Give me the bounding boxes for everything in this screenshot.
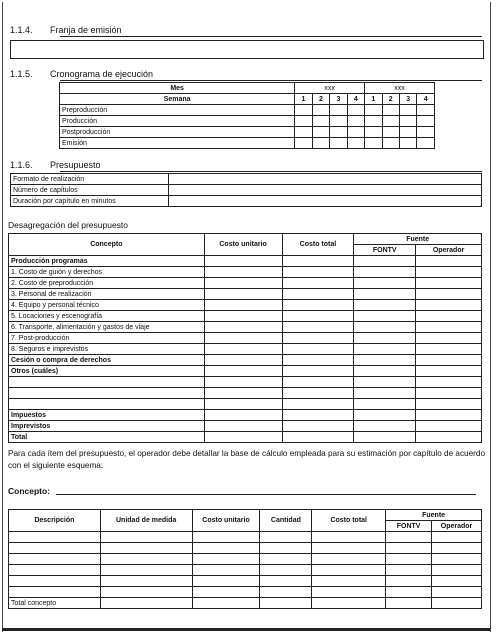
budget-concept [9,388,205,399]
budget-row [9,333,482,344]
budget-row [9,366,482,377]
concepto-label: Concepto: [8,486,51,496]
header-costo-unitario: Costo unitario [204,234,282,256]
budget-value-cell[interactable] [204,300,282,311]
budget-row [9,278,482,289]
budget-value-cell[interactable] [282,388,354,399]
budget-value-cell[interactable] [204,256,282,267]
budget-value-cell[interactable] [416,377,482,388]
detail-cell[interactable] [432,565,482,576]
presupuesto-label: Duración por capítulo en minutos [11,196,169,207]
section-1-1-5-heading: 1.1.5. Cronograma de ejecución [10,69,154,79]
week-cell: 1 [365,94,382,105]
budget-value-cell[interactable] [416,256,482,267]
budget-value-cell[interactable] [282,410,354,421]
budget-value-cell[interactable] [354,399,416,410]
detail-cell[interactable] [100,598,192,609]
detail-cell[interactable] [260,532,312,543]
week-cell: 4 [347,94,364,105]
header-descripcion: Descripción [9,510,101,532]
budget-value-cell[interactable] [204,322,282,333]
budget-concept: Cesión o compra de derechos [9,355,205,366]
budget-value-cell[interactable] [416,300,482,311]
budget-value-cell[interactable] [204,278,282,289]
cronograma-table [59,82,435,149]
detail-cell[interactable] [260,565,312,576]
budget-value-cell[interactable] [354,289,416,300]
budget-row [9,289,482,300]
budget-row [9,300,482,311]
detail-cell[interactable] [192,587,260,598]
detail-cell[interactable] [100,543,192,554]
header-operador: Operador [432,521,482,532]
page-bottom-border [2,628,490,631]
cronograma-row [60,105,435,116]
franja-emision-field[interactable] [10,40,484,59]
budget-value-cell[interactable] [282,278,354,289]
week-cell: 1 [295,94,312,105]
budget-value-cell[interactable] [204,388,282,399]
detail-cell[interactable] [260,543,312,554]
budget-value-cell[interactable] [282,300,354,311]
budget-concept: Total [9,432,205,443]
phase-label: Producción [60,116,295,127]
budget-concept [9,377,205,388]
budget-value-cell[interactable] [416,344,482,355]
detail-cell[interactable] [312,543,386,554]
budget-value-cell[interactable] [282,267,354,278]
budget-value-cell[interactable] [416,432,482,443]
detail-cell[interactable] [432,576,482,587]
detail-cell[interactable] [260,598,312,609]
detail-cell[interactable] [432,532,482,543]
budget-value-cell[interactable] [204,432,282,443]
detail-row [9,543,482,554]
detail-cell[interactable] [100,554,192,565]
budget-concept: Imprevistos [9,421,205,432]
heading-underline [60,80,482,81]
detail-cell[interactable] [260,587,312,598]
detail-cell[interactable] [432,543,482,554]
presupuesto-label: Formato de realización [11,174,169,185]
detail-cell[interactable] [312,576,386,587]
cronograma-row [60,127,435,138]
header-fontv: FONTV [386,521,432,532]
budget-value-cell[interactable] [354,344,416,355]
budget-value-cell[interactable] [354,256,416,267]
budget-value-cell[interactable] [204,333,282,344]
budget-value-cell[interactable] [354,421,416,432]
budget-value-cell[interactable] [416,410,482,421]
section-1-1-6-heading: 1.1.6. Presupuesto [10,160,101,170]
detail-row [9,587,482,598]
detail-cell[interactable] [312,554,386,565]
mes-label: Mes [60,83,295,94]
budget-concept: 8. Seguros e imprevistos [9,344,205,355]
budget-value-cell[interactable] [282,366,354,377]
budget-row [9,421,482,432]
budget-row [9,322,482,333]
detail-cell[interactable] [386,543,432,554]
detail-cell[interactable] [100,565,192,576]
detail-cell[interactable] [192,576,260,587]
budget-row [9,311,482,322]
detail-cell[interactable] [9,587,101,598]
budget-row [9,355,482,366]
detail-row [9,576,482,587]
detail-cell[interactable] [192,554,260,565]
budget-row [9,388,482,399]
budget-value-cell[interactable] [204,377,282,388]
budget-value-cell[interactable] [416,333,482,344]
budget-value-cell[interactable] [204,267,282,278]
budget-concept: 3. Personal de realización [9,289,205,300]
desagregacion-table [8,233,482,443]
budget-value-cell[interactable] [282,432,354,443]
budget-value-cell[interactable] [416,421,482,432]
detail-cell[interactable] [192,565,260,576]
header-fuente: Fuente [386,510,482,521]
detail-row [9,554,482,565]
detail-cell[interactable] [312,598,386,609]
header-costo-unitario: Costo unitario [192,510,260,532]
detail-cell[interactable] [100,576,192,587]
detail-cell[interactable] [432,554,482,565]
detail-cell[interactable] [386,598,432,609]
header-cantidad: Cantidad [260,510,312,532]
budget-concept: 1. Costo de guión y derechos [9,267,205,278]
budget-concept [9,399,205,410]
budget-concept: 4. Equipo y personal técnico [9,300,205,311]
budget-value-cell[interactable] [354,311,416,322]
budget-row [9,344,482,355]
detail-cell[interactable] [9,565,101,576]
budget-concept: Producción programas [9,256,205,267]
budget-value-cell[interactable] [204,366,282,377]
week-cell: 2 [382,94,399,105]
detail-cell[interactable] [432,587,482,598]
phase-label: Emisión [60,138,295,149]
detail-cell[interactable] [192,598,260,609]
budget-value-cell[interactable] [282,256,354,267]
week-cell: 4 [417,94,435,105]
budget-value-cell[interactable] [354,366,416,377]
header-operador: Operador [416,245,482,256]
budget-value-cell[interactable] [354,377,416,388]
cronograma-row [60,116,435,127]
budget-value-cell[interactable] [354,388,416,399]
phase-label: Postproducción [60,127,295,138]
detail-cell[interactable] [9,532,101,543]
desagregacion-title: Desagregación del presupuesto [8,220,129,230]
presupuesto-value[interactable] [169,174,482,185]
detail-cell[interactable] [312,532,386,543]
heading-underline [60,36,482,37]
presupuesto-label: Número de capítulos [11,185,169,196]
budget-value-cell[interactable] [354,432,416,443]
header-unidad: Unidad de medida [100,510,192,532]
budget-value-cell[interactable] [416,388,482,399]
week-cell: 3 [330,94,347,105]
budget-value-cell[interactable] [354,267,416,278]
budget-concept: 5. Locaciones y escenografía [9,311,205,322]
budget-value-cell[interactable] [204,399,282,410]
budget-concept: Impuestos [9,410,205,421]
budget-value-cell[interactable] [282,333,354,344]
presupuesto-value[interactable] [169,196,482,207]
budget-value-cell[interactable] [282,377,354,388]
semana-label: Semana [60,94,295,105]
budget-value-cell[interactable] [282,322,354,333]
week-cell: 2 [312,94,329,105]
detail-cell[interactable] [386,565,432,576]
budget-value-cell[interactable] [416,399,482,410]
detalle-table [8,509,482,609]
budget-value-cell[interactable] [416,278,482,289]
budget-value-cell[interactable] [354,300,416,311]
detail-cell[interactable] [260,576,312,587]
budget-value-cell[interactable] [282,355,354,366]
budget-row [9,267,482,278]
budget-value-cell[interactable] [204,344,282,355]
budget-row [9,432,482,443]
detail-row [9,532,482,543]
section-1-1-4-heading: 1.1.4. Franja de emisión [10,25,122,35]
cronograma-row [60,138,435,149]
budget-value-cell[interactable] [204,355,282,366]
budget-concept: 7. Post-producción [9,333,205,344]
concepto-input-line[interactable] [56,494,476,495]
budget-value-cell[interactable] [416,355,482,366]
budget-value-cell[interactable] [416,322,482,333]
budget-row [9,256,482,267]
budget-value-cell[interactable] [416,267,482,278]
budget-value-cell[interactable] [416,366,482,377]
budget-row [9,410,482,421]
presupuesto-table [10,173,482,207]
header-concepto: Concepto [9,234,205,256]
header-fontv: FONTV [354,245,416,256]
detail-cell[interactable] [192,543,260,554]
budget-value-cell[interactable] [204,421,282,432]
budget-value-cell[interactable] [416,311,482,322]
detail-row [9,565,482,576]
month-cell: xxx [365,83,435,94]
detail-cell[interactable] [192,532,260,543]
instruction-paragraph: Para cada ítem del presupuesto, el operador debe detallar la base de cálculo empleada para su estimación por capítulo de acuerdo con el siguiente esquema: [8,449,485,470]
detail-cell[interactable] [260,554,312,565]
detail-cell[interactable] [100,532,192,543]
phase-label: Preproducción [60,105,295,116]
month-cell: xxx [295,83,365,94]
heading-underline [60,171,482,172]
budget-concept: Otros (cuáles) [9,366,205,377]
budget-value-cell[interactable] [204,311,282,322]
budget-value-cell[interactable] [354,278,416,289]
detail-cell[interactable] [9,554,101,565]
budget-value-cell[interactable] [282,289,354,300]
budget-concept: 6. Transporte, alimentación y gastos de viaje [9,322,205,333]
budget-row [9,377,482,388]
total-concepto-label: Total concepto [9,598,101,609]
budget-concept: 2. Costo de preproducción [9,278,205,289]
budget-value-cell[interactable] [354,355,416,366]
week-cell: 3 [399,94,416,105]
budget-value-cell[interactable] [354,333,416,344]
budget-value-cell[interactable] [282,311,354,322]
detail-cell[interactable] [9,576,101,587]
header-costo-total: Costo total [312,510,386,532]
detail-cell[interactable] [386,587,432,598]
detail-cell[interactable] [386,554,432,565]
detail-cell[interactable] [432,598,482,609]
budget-value-cell[interactable] [204,289,282,300]
detail-cell[interactable] [386,532,432,543]
detail-cell[interactable] [312,587,386,598]
detail-cell[interactable] [9,543,101,554]
budget-value-cell[interactable] [204,410,282,421]
detail-total-row [9,598,482,609]
budget-value-cell[interactable] [354,322,416,333]
budget-value-cell[interactable] [354,410,416,421]
header-costo-total: Costo total [282,234,354,256]
detail-cell[interactable] [100,587,192,598]
header-fuente: Fuente [354,234,482,245]
presupuesto-value[interactable] [169,185,482,196]
budget-value-cell[interactable] [282,344,354,355]
budget-row [9,399,482,410]
budget-value-cell[interactable] [282,421,354,432]
budget-value-cell[interactable] [416,289,482,300]
detail-cell[interactable] [386,576,432,587]
budget-value-cell[interactable] [282,399,354,410]
detail-cell[interactable] [312,565,386,576]
